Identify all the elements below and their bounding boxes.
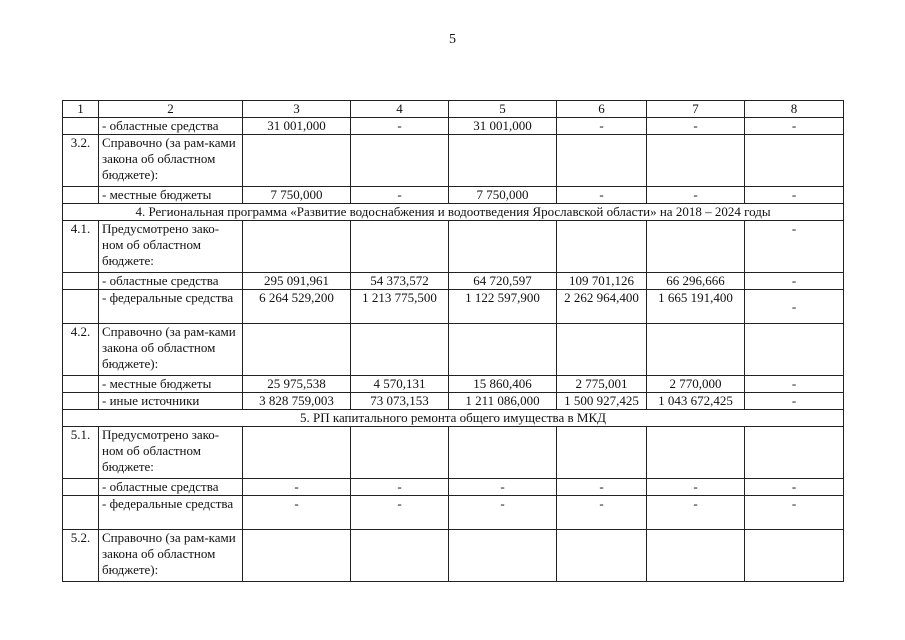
value-cell: - bbox=[745, 393, 844, 410]
table-row bbox=[63, 221, 844, 273]
value-cell: - bbox=[557, 187, 647, 204]
table-row bbox=[63, 479, 844, 496]
section-title: 4. Региональная программа «Развитие водоснабжения и водоотведения Ярославской области» на 2018 – 2024 годы bbox=[63, 204, 844, 221]
row-label: - местные бюджеты bbox=[99, 376, 243, 393]
table-row bbox=[63, 118, 844, 135]
value-cell: 2 262 964,400 bbox=[557, 290, 647, 324]
row-label: - иные источники bbox=[99, 393, 243, 410]
value-cell: 6 264 529,200 bbox=[243, 290, 351, 324]
value-cell bbox=[449, 221, 557, 273]
row-index: 3.2. bbox=[63, 135, 99, 187]
page-number: 5 bbox=[449, 32, 456, 47]
table-row bbox=[63, 376, 844, 393]
header-cell: 2 bbox=[99, 101, 243, 118]
value-cell: 1 211 086,000 bbox=[449, 393, 557, 410]
value-cell bbox=[243, 135, 351, 187]
table-row bbox=[63, 187, 844, 204]
table-row bbox=[63, 273, 844, 290]
value-cell: 1 500 927,425 bbox=[557, 393, 647, 410]
value-cell bbox=[449, 530, 557, 582]
value-cell: - bbox=[243, 496, 351, 530]
table-row bbox=[63, 530, 844, 582]
row-label: - федеральные средства bbox=[99, 496, 243, 530]
value-cell: - bbox=[647, 187, 745, 204]
row-index bbox=[63, 479, 99, 496]
value-cell: - bbox=[745, 290, 844, 324]
value-cell: 295 091,961 bbox=[243, 273, 351, 290]
row-label: Справочно (за рам-ками закона об областном бюджете): bbox=[99, 135, 243, 187]
value-cell: 2 775,001 bbox=[557, 376, 647, 393]
value-cell bbox=[647, 221, 745, 273]
header-cell: 1 bbox=[63, 101, 99, 118]
value-cell: - bbox=[647, 479, 745, 496]
value-cell: - bbox=[449, 479, 557, 496]
value-cell: - bbox=[243, 479, 351, 496]
value-cell: 3 828 759,003 bbox=[243, 393, 351, 410]
value-cell bbox=[449, 427, 557, 479]
value-cell bbox=[647, 427, 745, 479]
value-cell: - bbox=[557, 479, 647, 496]
row-label: - областные средства bbox=[99, 273, 243, 290]
row-index bbox=[63, 118, 99, 135]
value-cell: - bbox=[745, 273, 844, 290]
row-label: Предусмотрено зако-ном об областном бюджете: bbox=[99, 221, 243, 273]
value-cell: - bbox=[745, 221, 844, 273]
row-index: 4.1. bbox=[63, 221, 99, 273]
section-title: 5. РП капитального ремонта общего имущества в МКД bbox=[63, 410, 844, 427]
value-cell bbox=[449, 324, 557, 376]
value-cell bbox=[647, 324, 745, 376]
value-cell: - bbox=[745, 496, 844, 530]
table-row bbox=[63, 290, 844, 324]
value-cell: - bbox=[351, 187, 449, 204]
row-index bbox=[63, 376, 99, 393]
row-index bbox=[63, 273, 99, 290]
table-row bbox=[63, 496, 844, 530]
row-index bbox=[63, 290, 99, 324]
value-cell bbox=[647, 135, 745, 187]
row-label: - федеральные средства bbox=[99, 290, 243, 324]
value-cell bbox=[449, 135, 557, 187]
value-cell: 109 701,126 bbox=[557, 273, 647, 290]
value-cell: - bbox=[449, 496, 557, 530]
value-cell: - bbox=[351, 118, 449, 135]
row-index: 4.2. bbox=[63, 324, 99, 376]
value-cell: - bbox=[745, 479, 844, 496]
value-cell: 2 770,000 bbox=[647, 376, 745, 393]
header-cell: 8 bbox=[745, 101, 844, 118]
value-cell: 7 750,000 bbox=[449, 187, 557, 204]
value-cell: - bbox=[351, 479, 449, 496]
value-cell bbox=[647, 530, 745, 582]
value-cell: 54 373,572 bbox=[351, 273, 449, 290]
table-row bbox=[63, 135, 844, 187]
row-label: - местные бюджеты bbox=[99, 187, 243, 204]
section-row bbox=[63, 410, 844, 427]
header-cell: 3 bbox=[243, 101, 351, 118]
row-index bbox=[63, 393, 99, 410]
value-cell: 66 296,666 bbox=[647, 273, 745, 290]
value-cell bbox=[557, 427, 647, 479]
value-cell: 1 043 672,425 bbox=[647, 393, 745, 410]
value-cell: 73 073,153 bbox=[351, 393, 449, 410]
value-cell bbox=[745, 324, 844, 376]
value-cell: - bbox=[557, 496, 647, 530]
value-cell bbox=[557, 135, 647, 187]
table-row bbox=[63, 393, 844, 410]
value-cell bbox=[243, 427, 351, 479]
row-label: Справочно (за рам-ками закона об областном бюджете): bbox=[99, 324, 243, 376]
value-cell bbox=[351, 324, 449, 376]
value-cell bbox=[351, 427, 449, 479]
value-cell: 64 720,597 bbox=[449, 273, 557, 290]
value-cell: 31 001,000 bbox=[243, 118, 351, 135]
value-cell: - bbox=[745, 187, 844, 204]
value-cell: - bbox=[745, 118, 844, 135]
value-cell: 1 122 597,900 bbox=[449, 290, 557, 324]
value-cell bbox=[351, 221, 449, 273]
value-cell bbox=[243, 530, 351, 582]
value-cell bbox=[745, 427, 844, 479]
header-row bbox=[63, 101, 844, 118]
value-cell bbox=[351, 530, 449, 582]
value-cell: 7 750,000 bbox=[243, 187, 351, 204]
header-cell: 4 bbox=[351, 101, 449, 118]
row-label: - областные средства bbox=[99, 479, 243, 496]
value-cell bbox=[557, 530, 647, 582]
value-cell bbox=[243, 221, 351, 273]
value-cell bbox=[351, 135, 449, 187]
value-cell bbox=[557, 221, 647, 273]
budget-table bbox=[62, 100, 844, 582]
row-label: Справочно (за рам-ками закона об областном бюджете): bbox=[99, 530, 243, 582]
row-label: - областные средства bbox=[99, 118, 243, 135]
header-cell: 6 bbox=[557, 101, 647, 118]
row-label: Предусмотрено зако-ном об областном бюджете: bbox=[99, 427, 243, 479]
value-cell: 31 001,000 bbox=[449, 118, 557, 135]
value-cell bbox=[745, 135, 844, 187]
row-index: 5.1. bbox=[63, 427, 99, 479]
value-cell: - bbox=[647, 496, 745, 530]
header-cell: 7 bbox=[647, 101, 745, 118]
value-cell: 25 975,538 bbox=[243, 376, 351, 393]
value-cell bbox=[557, 324, 647, 376]
value-cell: 4 570,131 bbox=[351, 376, 449, 393]
value-cell: - bbox=[351, 496, 449, 530]
value-cell: - bbox=[647, 118, 745, 135]
table-row bbox=[63, 427, 844, 479]
header-cell: 5 bbox=[449, 101, 557, 118]
value-cell: 1 665 191,400 bbox=[647, 290, 745, 324]
value-cell: 15 860,406 bbox=[449, 376, 557, 393]
value-cell: - bbox=[745, 376, 844, 393]
value-cell: - bbox=[557, 118, 647, 135]
value-cell: 1 213 775,500 bbox=[351, 290, 449, 324]
value-cell bbox=[243, 324, 351, 376]
section-row bbox=[63, 204, 844, 221]
row-index bbox=[63, 187, 99, 204]
value-cell bbox=[745, 530, 844, 582]
row-index bbox=[63, 496, 99, 530]
table-row bbox=[63, 324, 844, 376]
row-index: 5.2. bbox=[63, 530, 99, 582]
